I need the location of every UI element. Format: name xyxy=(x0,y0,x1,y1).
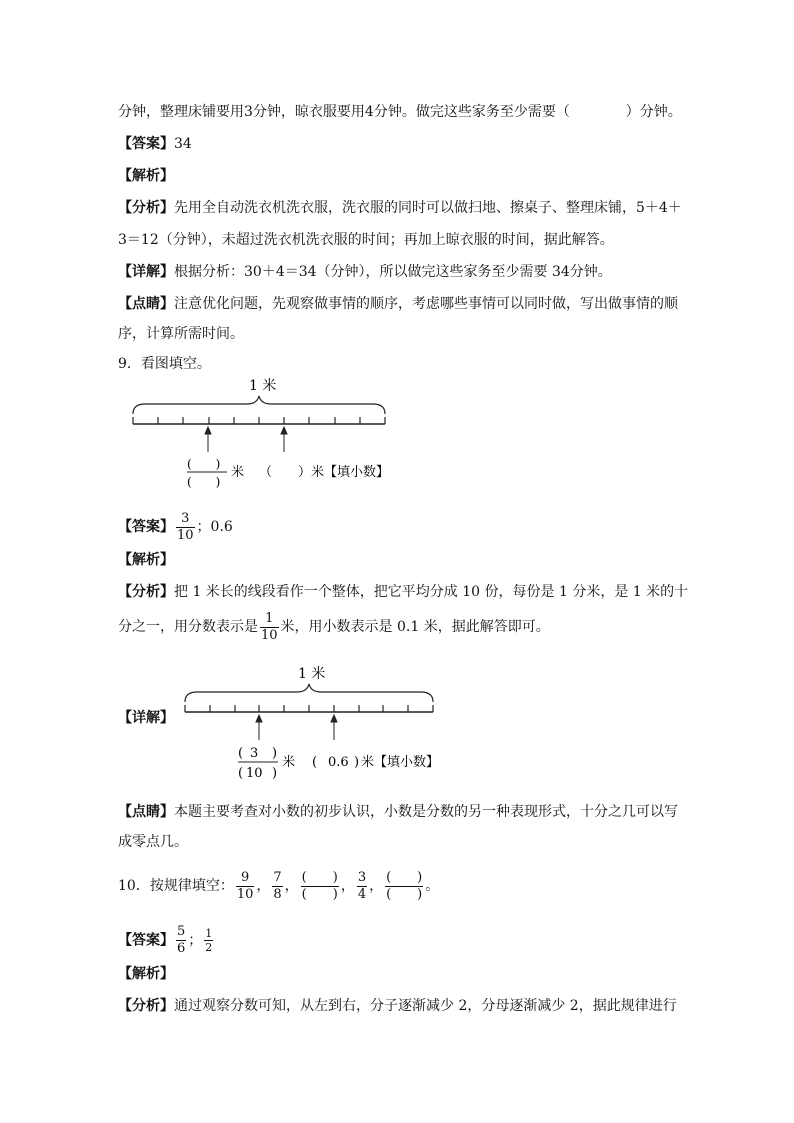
filled-decimal: 0.6 xyxy=(328,755,349,770)
answer-tag: 【答案】 xyxy=(118,519,174,535)
analysis-tag: 【分析】 xyxy=(118,200,174,216)
blank-numerator: ( ) xyxy=(187,457,221,471)
svg-text:(: ( xyxy=(238,746,244,761)
arrow-1 xyxy=(205,427,211,452)
fraction-1 xyxy=(236,870,255,903)
svg-text:(: ( xyxy=(238,766,244,781)
q8-answer xyxy=(118,134,192,154)
tip-text: 本题主要考查对小数的初步认识，小数是分数的另一种表现形式，十分之几可以写 xyxy=(174,804,678,820)
q8-tip-line-1 xyxy=(118,294,678,314)
analysis-text: 把 1 米长的线段看作一个整体，把它平均分成 10 份，每份是 1 分米，是 1 米的十 xyxy=(174,584,689,600)
analysis-text: 通过观察分数可知，从左到右，分子逐渐减少 2，分母逐渐减少 2，据此规律进行 xyxy=(174,998,677,1014)
q9-title: 9．看图填空。 xyxy=(118,356,211,372)
blank-fraction-1 xyxy=(301,870,339,903)
answer-tag: 【答案】 xyxy=(118,932,174,949)
denominator: ( ) xyxy=(301,886,338,902)
denominator: 10 xyxy=(236,886,254,902)
analysis-text: 先用全自动洗衣机洗衣服，洗衣服的同时可以做扫地、擦桌子、整理床铺，5＋4＋ xyxy=(174,200,682,216)
answer-sep: ； xyxy=(188,932,203,949)
q9-tip-line-2: 成零点几。 xyxy=(118,834,188,850)
q9-ruler-figure xyxy=(125,372,415,497)
tip-text: 注意优化问题，先观察做事情的顺序，考虑哪些事情可以同时做，写出做事情的顺 xyxy=(174,296,678,312)
tip-tag: 【点睛】 xyxy=(118,804,174,820)
svg-text:(: ( xyxy=(312,755,318,770)
analysis-tag: 【分析】 xyxy=(118,998,174,1014)
q8-tip-line-2: 序，计算所需时间。 xyxy=(118,326,244,342)
denominator: 6 xyxy=(177,941,186,956)
numerator: 1 xyxy=(205,927,213,940)
detail-text: 根据分析：30＋4＝34（分钟），所以做完这些家务至少需要 34分钟。 xyxy=(174,264,612,280)
arrow-1 xyxy=(256,715,262,740)
fraction-4 xyxy=(357,870,367,903)
q10-end: 。 xyxy=(425,878,440,894)
denominator: 10 xyxy=(261,627,278,643)
decimal-blank: （ ）米【填小数】 xyxy=(259,465,390,480)
q8-explain-label: 【解析】 xyxy=(118,168,174,184)
q10-question: 10．按规律填空： $\frac{9}{10}$ ， $\frac{7}{8}$ ， $\frac{( )}{( )}$ ， $\frac{3}{4}$ ， $\frac{( )}{( )}$ 。 xyxy=(118,869,440,902)
q10-title: 10．按规律填空： xyxy=(118,878,234,894)
brace xyxy=(133,396,385,414)
brace xyxy=(185,684,433,702)
arrow-2 xyxy=(331,715,337,740)
denominator: ( ) xyxy=(386,886,423,902)
ruler-label: 1 米 xyxy=(249,378,277,394)
arrow-2 xyxy=(281,427,287,452)
q8-text-line: 分钟，整理床铺要用3分钟，晾衣服要用4分钟。做完这些家务至少需要（ ）分钟。 xyxy=(118,104,682,120)
q10-answer xyxy=(118,924,215,957)
analysis-tag: 【分析】 xyxy=(118,584,174,600)
answer-tag: 【答案】 xyxy=(118,136,174,152)
numerator: 9 xyxy=(236,870,255,887)
blank-denominator: ( ) xyxy=(187,475,221,489)
analysis-fraction xyxy=(260,611,279,644)
q8-detail xyxy=(118,262,612,282)
ruler-ticks xyxy=(133,417,385,424)
q9-explain-label: 【解析】 xyxy=(118,552,174,568)
numerator: ( ) xyxy=(301,869,338,885)
q9-answer xyxy=(118,510,233,544)
denominator: 4 xyxy=(357,886,367,902)
answer-rest: ；0.6 xyxy=(196,519,233,535)
q9-tip-line-1 xyxy=(118,802,678,822)
unit-mi: 米 xyxy=(231,465,245,480)
filled-numerator: 3 xyxy=(250,746,259,761)
svg-text:): ) xyxy=(272,746,278,761)
fraction-2 xyxy=(272,870,282,903)
blank-fraction-2 xyxy=(385,870,423,903)
detail-tag: 【详解】 xyxy=(118,264,174,280)
numerator: 3 xyxy=(357,869,367,885)
answer-value: 34 xyxy=(174,136,192,152)
q9-analysis-line-1 xyxy=(118,582,688,602)
filled-denominator: 10 xyxy=(246,766,263,781)
filled-rest: 米【填小数】 xyxy=(361,755,440,770)
denominator: 8 xyxy=(273,886,282,902)
denominator: 2 xyxy=(205,941,213,954)
tip-tag: 【点睛】 xyxy=(118,296,174,312)
analysis-text-a: 分之一，用分数表示是 xyxy=(118,619,258,635)
svg-text:): ) xyxy=(354,755,360,770)
answer-fraction xyxy=(176,511,195,544)
numerator: 1 xyxy=(260,611,279,628)
svg-text:): ) xyxy=(272,766,278,781)
q9-detail-figure xyxy=(180,660,460,785)
ruler-label: 1 米 xyxy=(298,666,326,682)
answer-fraction-2 xyxy=(204,927,213,954)
q9-detail-tag: 【详解】 xyxy=(118,710,174,726)
numerator: ( ) xyxy=(386,869,423,885)
q8-analysis-line-2: 3＝12（分钟），未超过洗衣机洗衣服的时间；再加上晾衣服的时间，据此解答。 xyxy=(118,232,614,248)
analysis-text-b: 米，用小数表示是 0.1 米，据此解答即可。 xyxy=(280,619,550,635)
unit-mi: 米 xyxy=(282,755,296,770)
q10-explain-label: 【解析】 xyxy=(118,966,174,982)
numerator: 7 xyxy=(273,869,282,885)
denominator: 10 xyxy=(177,527,194,543)
ruler-ticks xyxy=(185,705,433,712)
q8-analysis-line-1 xyxy=(118,198,682,218)
numerator: 3 xyxy=(176,511,195,528)
q9-analysis-line-2 xyxy=(118,610,550,644)
q10-analysis xyxy=(118,996,677,1016)
answer-fraction-1 xyxy=(176,924,186,957)
numerator: 5 xyxy=(177,924,186,939)
